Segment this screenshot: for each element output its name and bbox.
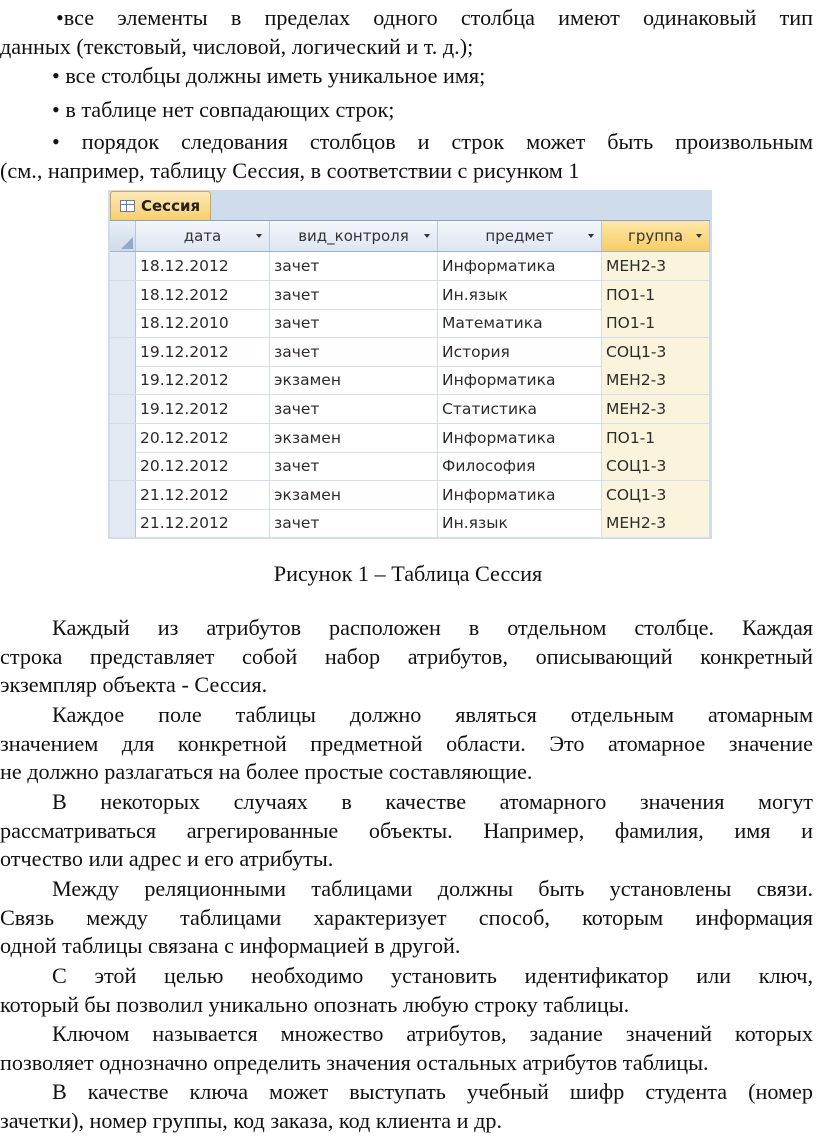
cell-control-type[interactable]: зачет: [270, 452, 438, 480]
column-header-date[interactable]: [136, 221, 270, 251]
paragraph-6: [0, 1020, 813, 1077]
line: Связь между таблицами характеризует способ, которым информация: [0, 904, 813, 930]
cell-group[interactable]: МЕН2-3: [602, 395, 710, 423]
cell-group[interactable]: МЕН2-3: [602, 366, 710, 394]
cell-subject[interactable]: Ин.язык: [438, 281, 602, 309]
row-selector[interactable]: [110, 452, 136, 480]
cell-control-type[interactable]: экзамен: [270, 481, 438, 509]
paragraph-1: [0, 614, 813, 700]
cell-control-type[interactable]: экзамен: [270, 424, 438, 452]
column-header-label: дата: [183, 227, 222, 245]
table-row[interactable]: [110, 509, 710, 538]
dropdown-arrow-icon[interactable]: [588, 234, 594, 238]
cell-group[interactable]: ПО1-1: [602, 281, 710, 309]
row-selector[interactable]: [110, 395, 136, 423]
table-row[interactable]: [110, 366, 710, 395]
table-row[interactable]: [110, 452, 710, 481]
select-all-corner[interactable]: [110, 221, 136, 251]
table-row[interactable]: [110, 309, 710, 338]
table-row[interactable]: [110, 338, 710, 367]
cell-group[interactable]: СОЦ1-3: [602, 452, 710, 480]
cell-control-type[interactable]: зачет: [270, 338, 438, 366]
column-header-label: предмет: [485, 227, 554, 245]
cell-date[interactable]: 19.12.2012: [136, 338, 270, 366]
table-icon: [120, 200, 135, 212]
line: строка представляет собой набор атрибутов, описывающий конкретный: [0, 643, 813, 669]
row-selector[interactable]: [110, 281, 136, 309]
line: • все столбцы должны иметь уникальное имя;: [52, 63, 486, 88]
table-row[interactable]: [110, 395, 710, 424]
line: значением для конкретной предметной области. Это атомарное значение: [0, 730, 813, 756]
line: отчество или адрес и его атрибуты.: [0, 846, 334, 872]
paragraph-4: [0, 875, 813, 961]
cell-date[interactable]: 21.12.2012: [136, 509, 270, 537]
table-row[interactable]: [110, 481, 710, 510]
column-header-label: группа: [627, 227, 684, 245]
line: позволяет однозначно определить значения остальных атрибутов таблицы.: [0, 1049, 709, 1075]
table-row[interactable]: [110, 424, 710, 453]
line: •все элементы в пределах одного столбца имеют одинаковый тип: [56, 5, 813, 30]
cell-date[interactable]: 18.12.2010: [136, 309, 270, 337]
row-selector[interactable]: [110, 509, 136, 537]
figure-caption: Рисунок 1 – Таблица Сессия: [273, 561, 543, 586]
cell-date[interactable]: 18.12.2012: [136, 281, 270, 309]
header-row: [110, 221, 710, 252]
row-selector[interactable]: [110, 309, 136, 337]
cell-date[interactable]: 19.12.2012: [136, 366, 270, 394]
column-header-group[interactable]: [602, 221, 710, 251]
cell-control-type[interactable]: зачет: [270, 281, 438, 309]
cell-subject[interactable]: Информатика: [438, 424, 602, 452]
line: Между реляционными таблицами должны быть установлены связи.: [52, 876, 813, 901]
cell-subject[interactable]: Математика: [438, 309, 602, 337]
cell-subject[interactable]: Философия: [438, 452, 602, 480]
cell-date[interactable]: 21.12.2012: [136, 481, 270, 509]
line: не должно разлагаться на более простые составляющие.: [0, 759, 533, 785]
dropdown-arrow-icon[interactable]: [256, 234, 262, 238]
cell-control-type[interactable]: зачет: [270, 252, 438, 280]
cell-group[interactable]: СОЦ1-3: [602, 338, 710, 366]
line: Каждый из атрибутов расположен в отдельном столбце. Каждая: [52, 615, 813, 640]
bullet-item-4: [0, 128, 813, 185]
line: • в таблице нет совпадающих строк;: [52, 97, 395, 122]
table-tab-title: Сессия: [141, 197, 201, 215]
row-selector[interactable]: [110, 424, 136, 452]
line: который бы позволил уникально опознать любую строку таблицы.: [0, 991, 630, 1017]
cell-group[interactable]: МЕН2-3: [602, 252, 710, 280]
line: В качестве ключа может выступать учебный шифр студента (номер: [52, 1079, 813, 1104]
column-header-subject[interactable]: [438, 221, 602, 251]
paragraph-7: [0, 1078, 813, 1135]
paragraph-5: [0, 962, 813, 1019]
line: С этой целью необходимо установить идентификатор или ключ,: [52, 963, 813, 988]
table-row[interactable]: [110, 281, 710, 310]
cell-group[interactable]: МЕН2-3: [602, 509, 710, 537]
cell-control-type[interactable]: зачет: [270, 509, 438, 537]
paragraph-2: [0, 701, 813, 787]
column-header-control-type[interactable]: [270, 221, 438, 251]
line: Ключом называется множество атрибутов, задание значений которых: [52, 1021, 813, 1046]
cell-date[interactable]: 20.12.2012: [136, 424, 270, 452]
line: Каждое поле таблицы должно являться отдельным атомарным: [52, 702, 813, 727]
row-selector[interactable]: [110, 366, 136, 394]
session-table-figure: [108, 190, 712, 539]
cell-group[interactable]: ПО1-1: [602, 424, 710, 452]
dropdown-arrow-icon[interactable]: [424, 234, 430, 238]
dropdown-arrow-icon[interactable]: [696, 234, 702, 238]
line: В некоторых случаях в качестве атомарного значения могут: [52, 789, 813, 814]
bullet-item-1: [0, 4, 813, 61]
cell-group[interactable]: СОЦ1-3: [602, 481, 710, 509]
row-selector[interactable]: [110, 338, 136, 366]
cell-group[interactable]: ПО1-1: [602, 309, 710, 337]
cell-control-type[interactable]: зачет: [270, 309, 438, 337]
column-header-label: вид_контроля: [298, 227, 409, 245]
paragraph-3: [0, 788, 813, 874]
cell-control-type[interactable]: зачет: [270, 395, 438, 423]
cell-subject[interactable]: Информатика: [438, 481, 602, 509]
datasheet-grid: [110, 220, 710, 538]
cell-date[interactable]: 18.12.2012: [136, 252, 270, 280]
line: данных (текстовый, числовой, логический и т. д.);: [0, 33, 474, 59]
line: рассматриваться агрегированные объекты. Например, фамилия, имя и: [0, 817, 813, 843]
line: одной таблицы связана с информацией в другой.: [0, 933, 461, 959]
cell-subject[interactable]: Ин.язык: [438, 509, 602, 537]
bullet-item-2: [0, 62, 813, 91]
line: (см., например, таблицу Сессия, в соответствии с рисунком 1: [0, 157, 580, 183]
cell-subject[interactable]: Информатика: [438, 252, 602, 280]
line: зачетки), номер группы, код заказа, код клиента и др.: [0, 1107, 503, 1133]
row-selector[interactable]: [110, 252, 136, 280]
cell-subject[interactable]: История: [438, 338, 602, 366]
cell-date[interactable]: 19.12.2012: [136, 395, 270, 423]
cell-date[interactable]: 20.12.2012: [136, 452, 270, 480]
table-row[interactable]: [110, 252, 710, 281]
line: экземпляр объекта - Сессия.: [0, 672, 268, 698]
row-selector[interactable]: [110, 481, 136, 509]
table-tab[interactable]: [110, 191, 211, 220]
cell-subject[interactable]: Информатика: [438, 366, 602, 394]
cell-control-type[interactable]: экзамен: [270, 366, 438, 394]
bullet-item-3: [0, 96, 813, 125]
line: • порядок следования столбцов и строк может быть произвольным: [52, 129, 813, 154]
cell-subject[interactable]: Статистика: [438, 395, 602, 423]
